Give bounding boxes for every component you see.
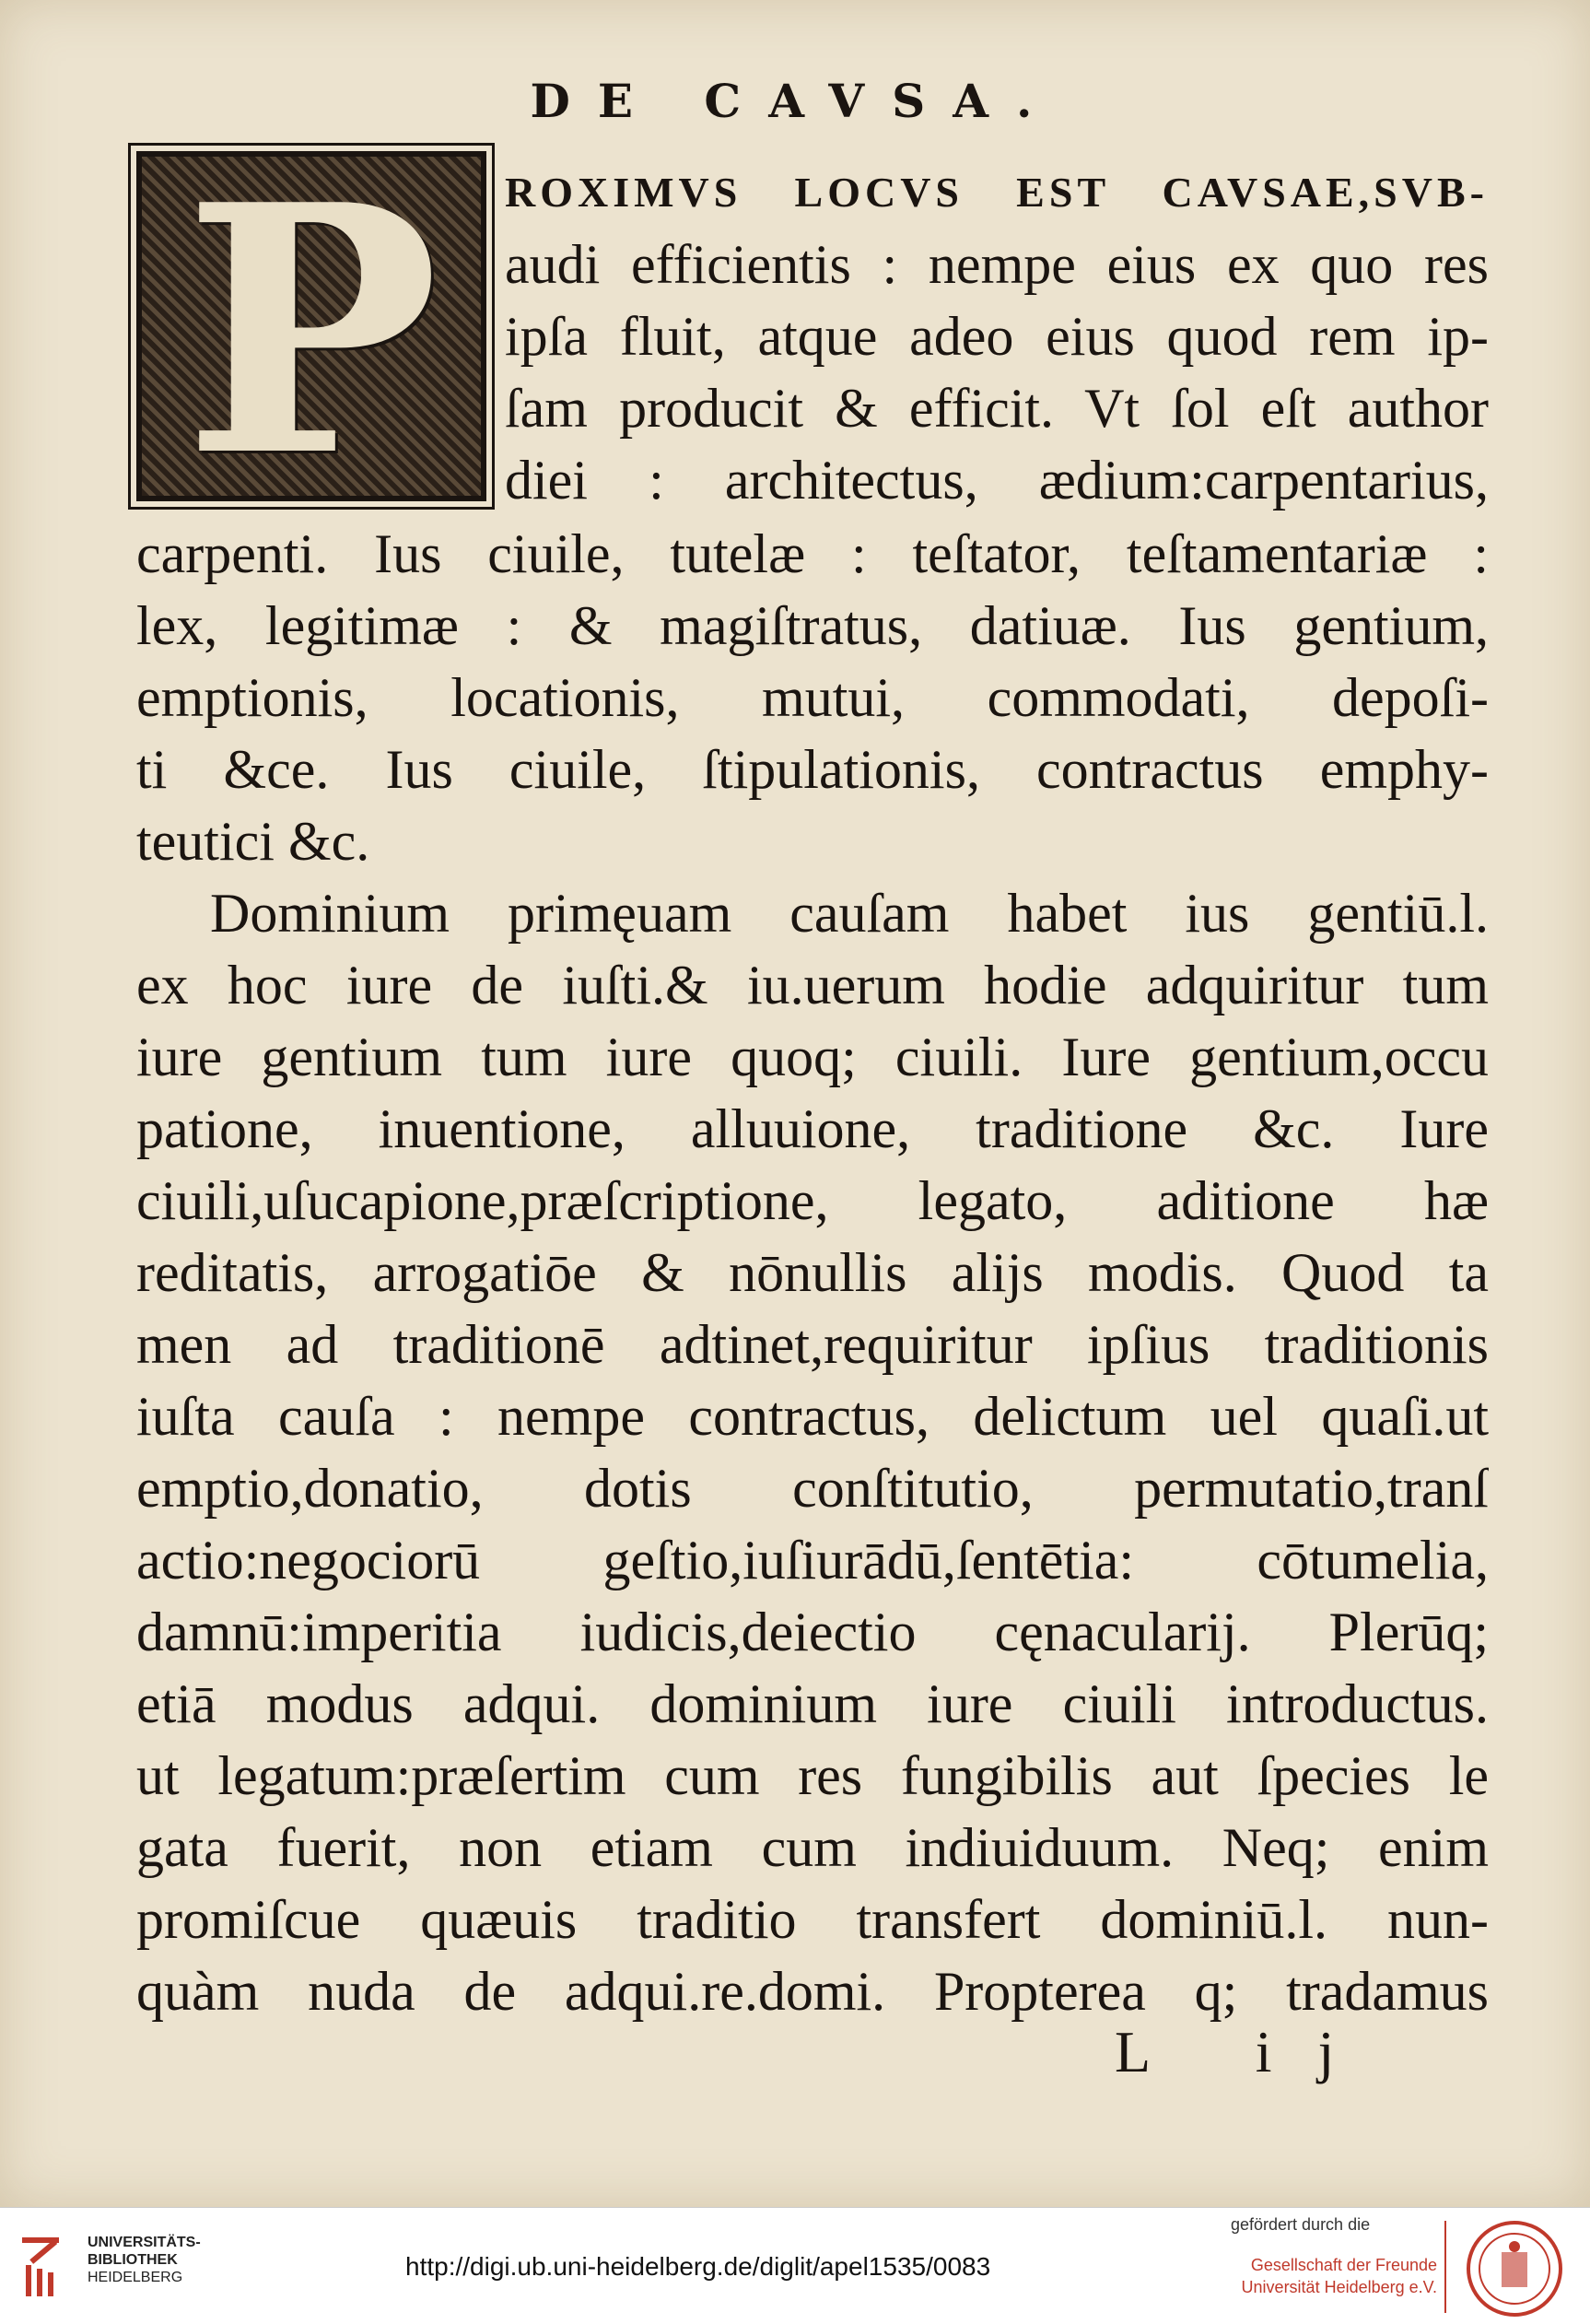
- page-header: DE CAVSA.: [530, 74, 1060, 128]
- text-line: iure gentium tum iure quoq; ciuili. Iure gentium,occu: [136, 1027, 1489, 1087]
- document-url[interactable]: http://digi.ub.uni-heidelberg.de/diglit/apel1535/0083: [405, 2252, 991, 2281]
- text-line: audi efficientis : nempe eius ex quo res: [505, 234, 1489, 295]
- text-line: Dominium primęuam cauſam habet ius gentiū.l.: [210, 883, 1489, 944]
- library-name-line: BIBLIOTHEK: [88, 2252, 178, 2268]
- text-line: etiā modus adqui. dominium iure ciuili introductus.: [136, 1673, 1489, 1734]
- text-line: ut legatum:præſertim cum res fungibilis aut ſpecies le: [136, 1745, 1489, 1806]
- text-line: gata fuerit, non etiam cum indiuiduum. Neq; enim: [136, 1817, 1489, 1878]
- text-line: men ad traditionē adtinet,requiritur ipſius traditionis: [136, 1314, 1489, 1375]
- text-line: emptio,donatio, dotis conſtitutio, permutatio,tranſ: [136, 1458, 1489, 1519]
- text-line: ex hoc iure de iuſti.& iu.uerum hodie adquiritur tum: [136, 955, 1489, 1015]
- sponsor-name-line: Gesellschaft der Freunde: [1250, 2256, 1437, 2274]
- text-line: lex, legitimæ : & magiſtratus, datiuæ. Ius gentium,: [136, 595, 1489, 656]
- text-line: promiſcue quæuis traditio transfert dominiū.l. nun-: [136, 1889, 1489, 1950]
- university-seal-icon: [1465, 2219, 1564, 2318]
- decorated-initial: [136, 151, 486, 501]
- text-line: damnū:imperitia iudicis,deiectio cęnacularij. Plerūq;: [136, 1602, 1489, 1662]
- library-logo-icon[interactable]: [17, 2228, 72, 2302]
- initial-letter: P: [182, 151, 440, 501]
- signature-mark: L ij: [1115, 2019, 1381, 2084]
- text-line: diei : architectus, ædium:carpentarius,: [505, 450, 1489, 511]
- text-line: ipſa fluit, atque adeo eius quod rem ip-: [505, 306, 1489, 367]
- text-line: reditatis, arrogatiōe & nōnullis alijs modis. Quod ta: [136, 1242, 1489, 1303]
- sponsor-name-line: Universität Heidelberg e.V.: [1241, 2278, 1437, 2296]
- sponsor-divider: [1444, 2221, 1446, 2313]
- text-line: teutici &c.: [136, 811, 370, 872]
- text-line: ti &ce. Ius ciuile, ſtipulationis, contractus emphy-: [136, 739, 1489, 800]
- text-line: actio:negociorū geſtio,iuſiurādū,ſentētia: cōtumelia,: [136, 1530, 1489, 1590]
- text-line: ſam producit & efficit. Vt ſol eſt author: [505, 378, 1489, 439]
- text-line: carpenti. Ius ciuile, tutelæ : teſtator, teſtamentariæ :: [136, 523, 1489, 584]
- text-line: ROXIMVS LOCVS EST CAVSAE,SVB-: [505, 169, 1489, 216]
- library-name-line: HEIDELBERG: [88, 2270, 183, 2285]
- text-line: emptionis, locationis, mutui, commodati, depoſi-: [136, 667, 1489, 728]
- library-name-line: UNIVERSITÄTS-: [88, 2235, 201, 2250]
- text-line: iuſta cauſa : nempe contractus, delictum uel quaſi.ut: [136, 1386, 1489, 1447]
- text-line: quàm nuda de adqui.re.domi. Propterea q; tradamus: [136, 1961, 1489, 2022]
- sponsor-label: gefördert durch die: [1231, 2215, 1371, 2234]
- sponsor-name[interactable]: [1236, 2254, 1437, 2298]
- library-name[interactable]: [88, 2234, 201, 2286]
- footer-bar: [0, 2207, 1590, 2324]
- text-line: ciuili,uſucapione,præſcriptione, legato, aditione hæ: [136, 1170, 1489, 1231]
- text-line: patione, inuentione, alluuione, traditione &c. Iure: [136, 1098, 1489, 1159]
